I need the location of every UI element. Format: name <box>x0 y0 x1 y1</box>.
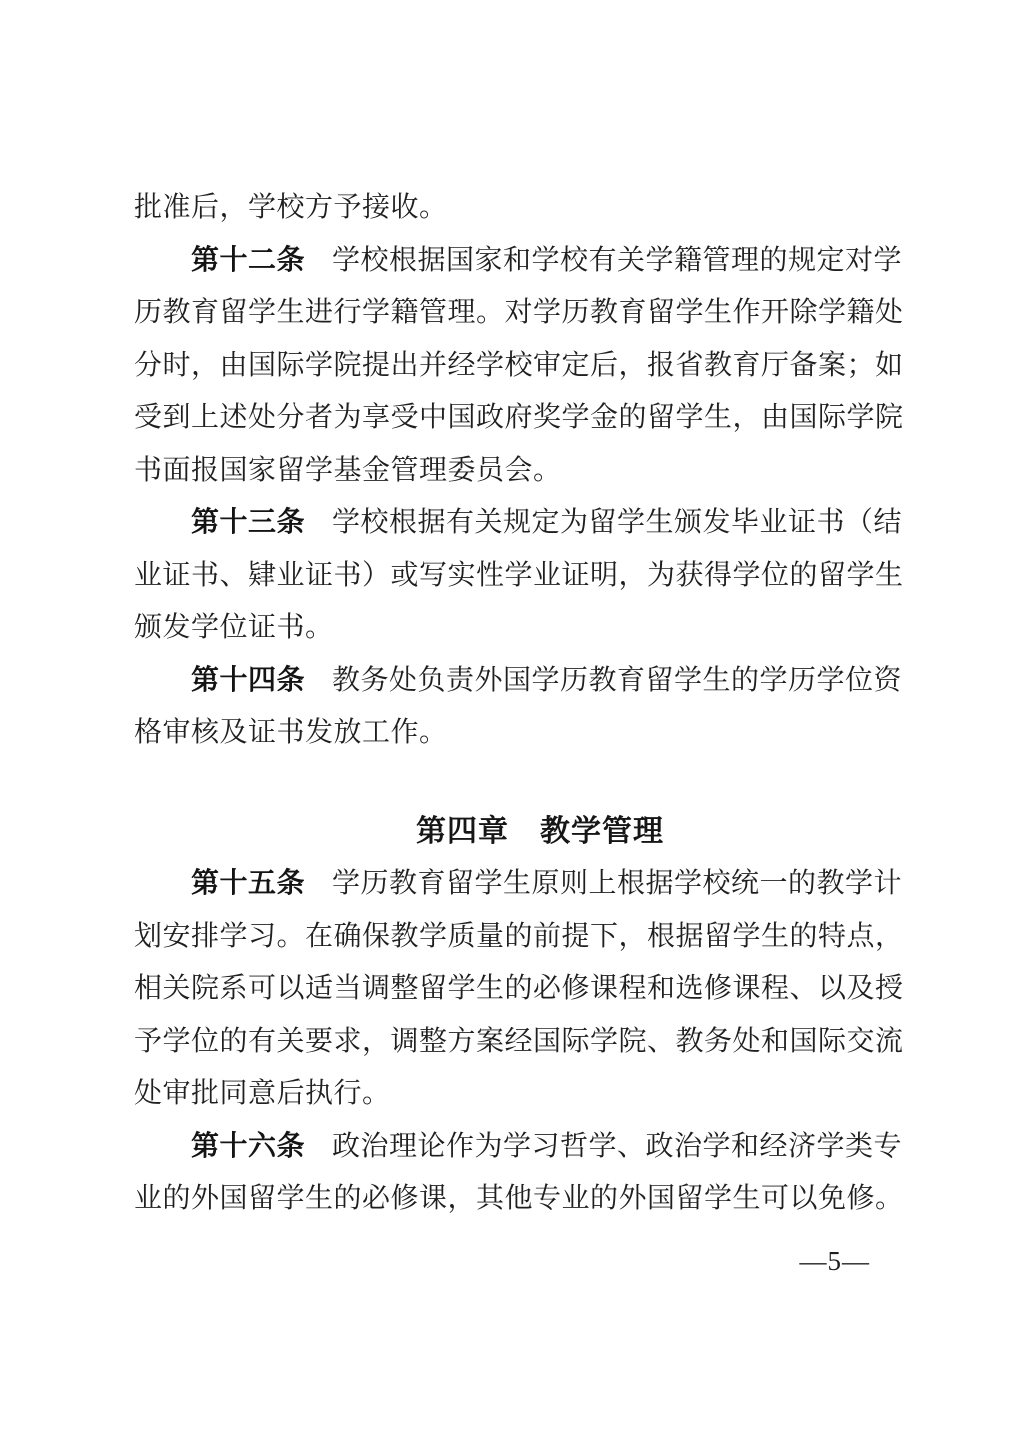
line-text: 分时，由国际学院提出并经学校审定后，报省教育厅备案；如 <box>134 349 904 381</box>
line-text: 格审核及证书发放工作。 <box>134 717 448 748</box>
line-text: 历教育留学生进行学籍管理。对学历教育留学生作开除学籍处 <box>134 297 904 328</box>
article-number: 第十六条 <box>191 1130 306 1162</box>
text-line <box>134 550 904 603</box>
text-line <box>134 1016 904 1069</box>
article-15-line <box>134 858 903 911</box>
line-text: 学历教育留学生原则上根据学校统一的教学计 <box>332 868 903 899</box>
article-16-line <box>134 1121 903 1174</box>
text-line <box>134 392 904 445</box>
text-line <box>134 340 904 393</box>
line-text: 予学位的有关要求，调整方案经国际学院、教务处和国际交流 <box>134 1025 904 1057</box>
line-text: 教务处负责外国学历教育留学生的学历学位资 <box>332 664 903 696</box>
article-number: 第十二条 <box>191 244 306 276</box>
line-text: 政治理论作为学习哲学、政治学和经济学类专 <box>332 1130 903 1162</box>
article-number: 第十三条 <box>191 507 306 538</box>
text-line <box>134 602 894 655</box>
line-text: 划安排学习。在确保教学质量的前提下，根据留学生的特点， <box>134 920 904 952</box>
text-line <box>134 707 894 760</box>
text-line <box>134 182 894 235</box>
line-text: 处审批同意后执行。 <box>134 1078 391 1109</box>
chapter-heading: 第四章 教学管理 <box>416 814 664 848</box>
text-line <box>134 963 904 1016</box>
line-text: 业的外国留学生的必修课，其他专业的外国留学生可以免修。 <box>134 1183 904 1214</box>
line-text: 颁发学位证书。 <box>134 612 334 643</box>
line-text: 书面报国家留学基金管理委员会。 <box>134 454 562 486</box>
article-12-line <box>134 235 903 288</box>
line-text: 学校根据有关规定为留学生颁发毕业证书（结 <box>332 507 903 538</box>
line-text: 相关院系可以适当调整留学生的必修课程和选修课程、以及授 <box>134 973 904 1004</box>
line-text: 受到上述处分者为享受中国政府奖学金的留学生，由国际学院 <box>134 402 904 433</box>
document-body <box>134 182 904 1226</box>
text-line <box>134 445 894 498</box>
page-number: —5— <box>799 1246 870 1276</box>
article-number: 第十四条 <box>191 664 306 696</box>
line-text: 批准后，学校方予接收。 <box>134 192 448 223</box>
line-text: 学校根据国家和学校有关学籍管理的规定对学 <box>332 244 903 276</box>
text-line <box>134 287 904 340</box>
text-line <box>134 1173 904 1226</box>
line-text: 业证书、肄业证书）或写实性学业证明，为获得学位的留学生 <box>134 559 904 591</box>
article-number: 第十五条 <box>191 868 306 899</box>
text-line <box>134 1068 894 1121</box>
article-14-line <box>134 655 903 708</box>
article-13-line <box>134 497 903 550</box>
text-line <box>134 911 904 964</box>
